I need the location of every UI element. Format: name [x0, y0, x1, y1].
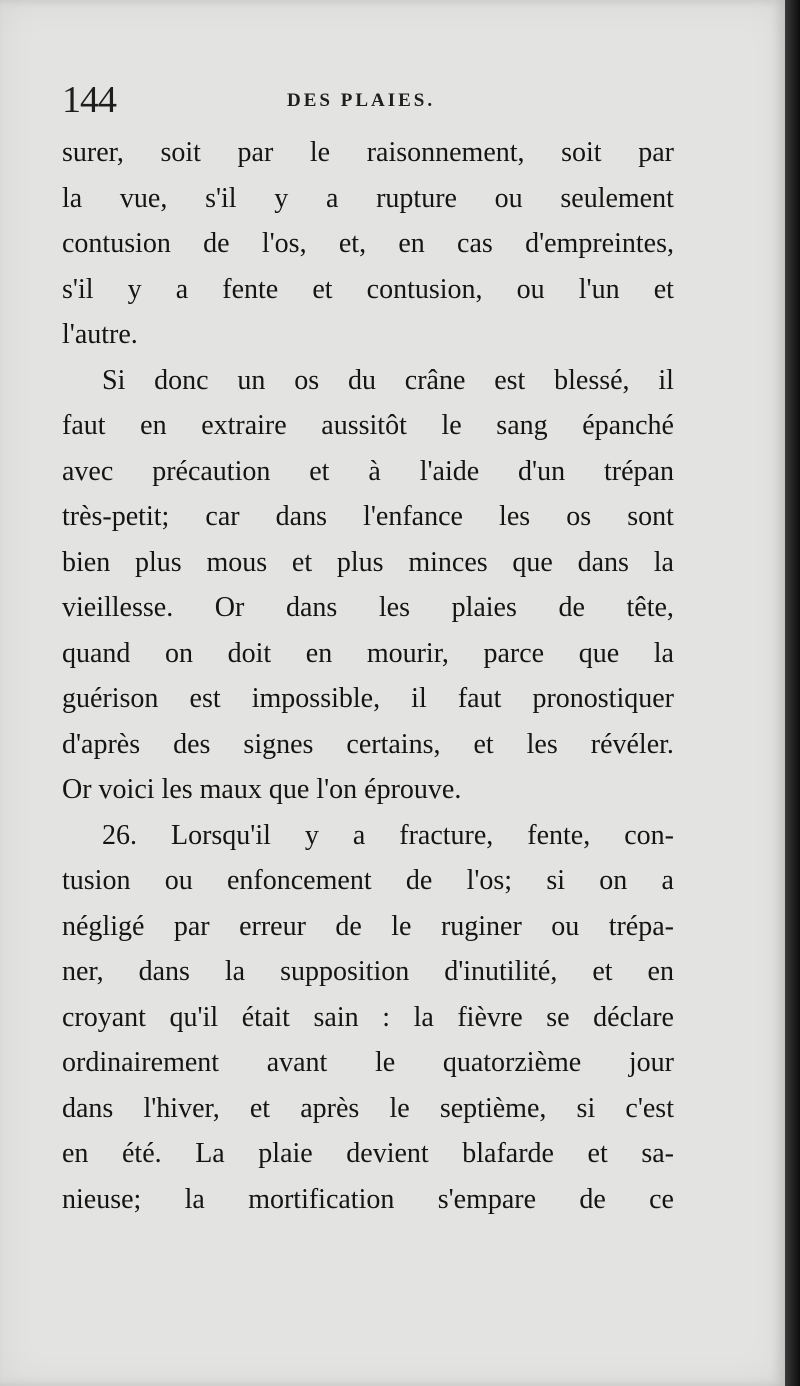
word: ou — [164, 865, 193, 896]
word: dans — [275, 501, 327, 532]
word: vieillesse. — [62, 592, 174, 623]
running-title: DES PLAIES. — [287, 90, 436, 111]
word: enfoncement — [227, 865, 372, 896]
word: un — [237, 364, 266, 396]
word: sang — [496, 410, 548, 441]
word: en — [398, 228, 425, 259]
word: l'un — [578, 273, 620, 305]
word: on — [599, 865, 628, 896]
text-line — [62, 904, 674, 950]
word: mortification — [248, 1183, 395, 1215]
word: et — [309, 455, 330, 487]
word: guérison — [62, 683, 159, 714]
text-line — [62, 358, 674, 404]
word: crâne — [404, 364, 466, 396]
word: est — [494, 364, 526, 396]
word: et — [592, 956, 613, 987]
word: épanché — [582, 410, 674, 441]
word: seulement — [560, 182, 674, 214]
word: sont — [627, 501, 674, 532]
word: voici — [98, 774, 162, 805]
word: croyant — [62, 1001, 146, 1033]
word: par — [237, 137, 274, 168]
word: ou — [551, 910, 580, 942]
word: maux — [199, 774, 269, 805]
word: et — [653, 273, 674, 305]
word: le — [374, 1047, 396, 1078]
word: par — [638, 137, 674, 168]
word: très-petit; — [62, 501, 170, 532]
word: signes — [243, 728, 314, 760]
word: et — [291, 546, 313, 578]
text-line — [62, 858, 674, 904]
word: plus — [336, 546, 384, 578]
word: l'on — [316, 774, 365, 805]
word: était — [241, 1001, 290, 1033]
word: et — [587, 1138, 608, 1169]
text-line — [62, 1040, 674, 1086]
word: devient — [346, 1138, 429, 1169]
word: certains, — [346, 728, 441, 760]
word: extraire — [201, 410, 287, 441]
word: ruginer — [440, 910, 522, 942]
word: y — [274, 182, 289, 214]
text-line — [62, 176, 674, 222]
word: plaies — [451, 592, 517, 623]
word: les — [161, 774, 200, 805]
text-line — [62, 312, 674, 358]
word: la — [653, 546, 674, 578]
word: mous — [206, 546, 268, 578]
text-line — [62, 995, 674, 1041]
word: si — [576, 1092, 596, 1124]
word: cas — [457, 228, 493, 259]
word: fente — [222, 273, 279, 305]
word: c'est — [625, 1092, 674, 1124]
word: de — [579, 1183, 606, 1215]
word: il — [411, 683, 427, 714]
word: les — [499, 501, 531, 532]
word: trépa- — [608, 910, 674, 942]
word: en — [305, 637, 333, 669]
word: s'empare — [437, 1183, 537, 1215]
word: dans — [577, 546, 629, 578]
word: et, — [338, 228, 367, 259]
word: la — [224, 956, 246, 987]
word: parce — [483, 637, 545, 669]
word: Si — [102, 364, 126, 396]
word: l'enfance — [363, 501, 463, 532]
page-header — [62, 78, 672, 128]
word: que — [512, 546, 553, 578]
word: tusion — [62, 865, 131, 896]
word: l'os, — [261, 228, 307, 259]
word: fracture, — [399, 819, 494, 851]
word: dans — [62, 1092, 114, 1124]
word: mourir, — [366, 637, 449, 669]
word: le — [441, 410, 462, 441]
word: la — [653, 637, 674, 669]
word: tête, — [626, 592, 674, 623]
word: précaution — [152, 455, 271, 487]
word: et — [249, 1092, 271, 1124]
word: trépan — [603, 455, 674, 487]
word: plaie — [258, 1138, 313, 1169]
word: avec — [62, 455, 114, 487]
text-line — [62, 722, 674, 768]
word: 26. — [102, 819, 137, 851]
text-line — [62, 949, 674, 995]
word: que — [578, 637, 620, 669]
word: a — [352, 819, 366, 851]
word: s'il — [62, 273, 94, 305]
word: dans — [285, 592, 338, 623]
word: si — [546, 865, 566, 896]
word: d'inutilité, — [444, 956, 558, 987]
word: Or — [62, 774, 99, 805]
word: doit — [227, 637, 272, 669]
word: surer, — [62, 137, 124, 168]
word: raisonnement, — [366, 137, 525, 168]
text-line — [62, 130, 674, 176]
word: faut — [457, 683, 502, 714]
word: de — [335, 910, 362, 942]
word: d'un — [518, 455, 566, 487]
word: pronostiquer — [532, 683, 674, 714]
word: Lorsqu'il — [170, 819, 271, 851]
text-line — [62, 813, 674, 859]
text-line — [62, 676, 674, 722]
word: l'os; — [466, 865, 513, 896]
word: ordinairement — [62, 1047, 220, 1078]
word: minces — [408, 546, 488, 578]
word: le — [309, 137, 331, 168]
word: contusion, — [366, 273, 483, 305]
word: la — [413, 1001, 434, 1033]
word: les — [526, 728, 558, 760]
word: qu'il — [169, 1001, 219, 1033]
word: ou — [494, 182, 523, 214]
word: avant — [266, 1047, 328, 1078]
word: rupture — [376, 182, 457, 214]
word: a — [325, 182, 339, 214]
word: septième, — [439, 1092, 547, 1124]
word: se — [546, 1001, 570, 1033]
word: en — [647, 956, 674, 987]
word: en — [62, 1138, 89, 1169]
word: os — [566, 501, 592, 532]
word: le — [389, 1092, 410, 1124]
text-line — [62, 631, 674, 677]
text-line — [62, 1177, 674, 1223]
word: de — [558, 592, 585, 623]
word: quand — [62, 637, 131, 669]
word: contusion — [62, 228, 171, 259]
word: faut — [62, 410, 106, 441]
word: des — [173, 728, 211, 760]
text-line — [62, 267, 674, 313]
text-line — [62, 494, 674, 540]
word: aussitôt — [321, 410, 407, 441]
word: de — [203, 228, 230, 259]
text-line — [62, 585, 674, 631]
word: et — [312, 273, 333, 305]
word: est — [189, 683, 221, 714]
word: soit — [561, 137, 602, 168]
word: les — [378, 592, 410, 623]
word: quatorzième — [442, 1047, 582, 1078]
word: donc — [154, 364, 209, 396]
text-line — [62, 1131, 674, 1177]
word: supposition — [280, 956, 410, 987]
text-line — [62, 540, 674, 586]
word: l'hiver, — [143, 1092, 220, 1124]
word: après — [300, 1092, 360, 1124]
word: par — [173, 910, 210, 942]
word: y — [127, 273, 142, 305]
word: en — [140, 410, 167, 441]
text-line — [62, 221, 674, 267]
word: : — [382, 1001, 390, 1033]
word: Or — [214, 592, 245, 623]
word: vue, — [119, 182, 168, 214]
word: os — [294, 364, 320, 396]
word: l'autre. — [62, 319, 138, 350]
text-line — [62, 1086, 674, 1132]
word: jour — [628, 1047, 674, 1078]
page-number: 144 — [62, 79, 116, 121]
word: fente, — [527, 819, 591, 851]
word: négligé — [62, 910, 145, 942]
word: fièvre — [457, 1001, 523, 1033]
body-text — [62, 130, 674, 1222]
word: y — [304, 819, 319, 851]
word: nieuse; — [62, 1183, 142, 1215]
text-line — [62, 767, 674, 813]
word: bien — [62, 546, 111, 578]
word: ner, — [62, 956, 104, 987]
word: soit — [160, 137, 201, 168]
word: du — [347, 364, 376, 396]
word: de — [405, 865, 433, 896]
word: déclare — [593, 1001, 674, 1033]
word: la — [184, 1183, 205, 1215]
word: à — [368, 455, 381, 487]
text-line — [62, 449, 674, 495]
word: d'après — [62, 728, 141, 760]
word: s'il — [205, 182, 237, 214]
word: la — [62, 182, 83, 214]
word: car — [205, 501, 240, 532]
word: que — [268, 774, 317, 805]
word: sain — [313, 1001, 359, 1033]
word: d'empreintes, — [525, 228, 674, 259]
word: a — [661, 865, 674, 896]
word: blafarde — [462, 1138, 554, 1169]
word: il — [658, 364, 674, 396]
word: ou — [516, 273, 545, 305]
word: éprouve. — [364, 774, 462, 805]
word: erreur — [239, 910, 306, 942]
word: dans — [138, 956, 190, 987]
word: plus — [134, 546, 182, 578]
word: blessé, — [554, 364, 630, 396]
word: le — [391, 910, 412, 942]
word: été. — [122, 1138, 162, 1169]
word: l'aide — [419, 455, 480, 487]
text-line — [62, 403, 674, 449]
word: a — [175, 273, 189, 305]
word: et — [473, 728, 494, 760]
word: sa- — [641, 1138, 674, 1169]
word: con- — [624, 819, 674, 851]
word: on — [165, 637, 194, 669]
word: ce — [649, 1183, 674, 1215]
word: impossible, — [251, 683, 381, 714]
word: La — [195, 1138, 225, 1169]
word: révéler. — [590, 728, 674, 760]
page-edge — [785, 0, 800, 1386]
